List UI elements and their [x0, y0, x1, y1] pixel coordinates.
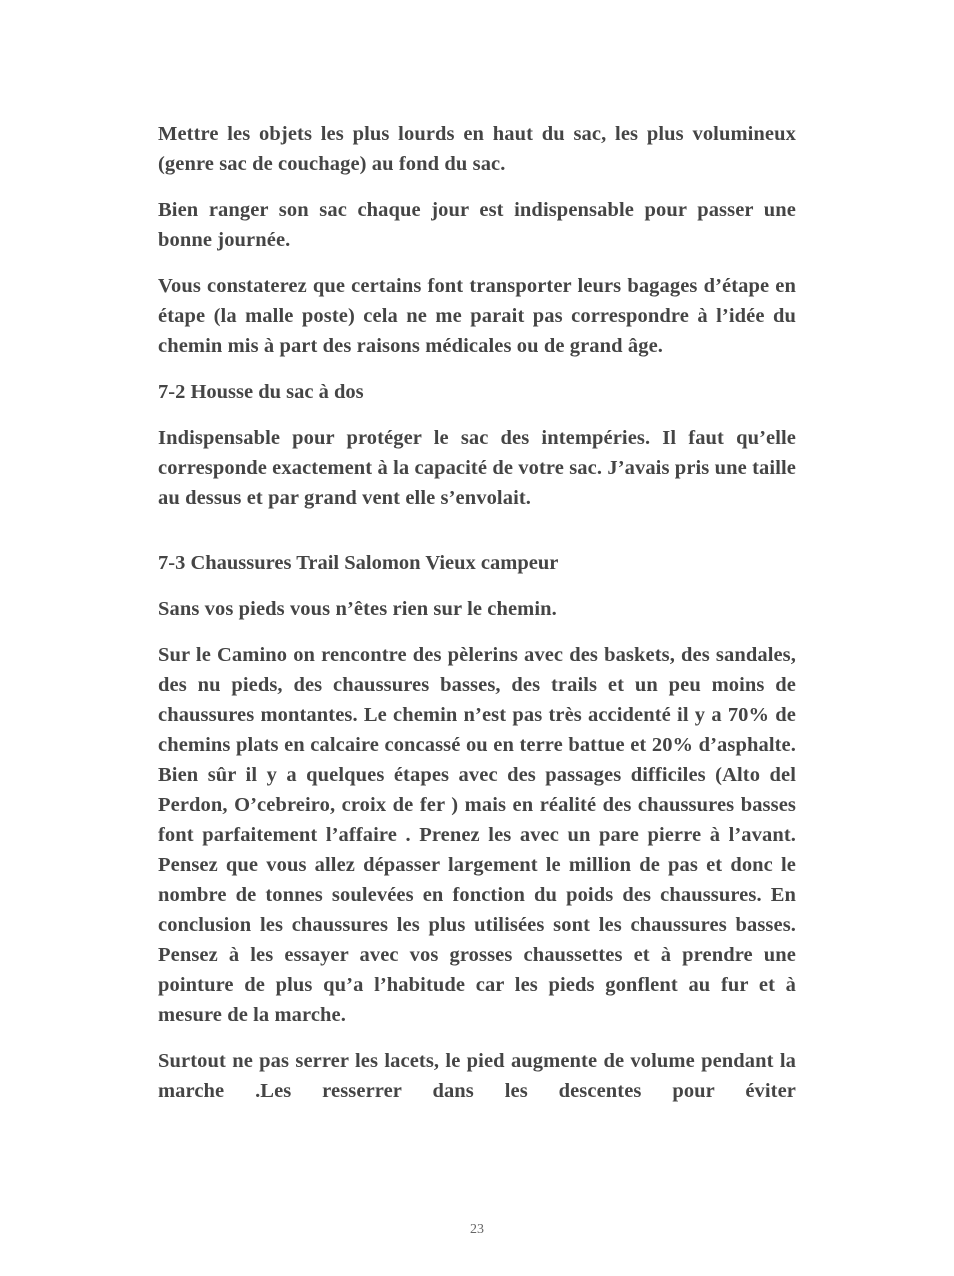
spacer [158, 529, 796, 548]
paragraph-rain-cover: Indispensable pour protéger le sac des intempéries. Il faut qu’elle corresponde exactement à la capacité de votre sac. J’avais pris une taille au dessus et par grand vent elle s’envolait. [158, 427, 796, 509]
paragraph-laces: Surtout ne pas serrer les lacets, le pied augmente de volume pendant la marche .Les resserrer dans les descentes pour éviter [158, 1050, 796, 1102]
page-number: 23 [470, 1222, 484, 1237]
paragraph-heavy-items: Mettre les objets les plus lourds en haut du sac, les plus volumineux (genre sac de couchage) au fond du sac. [158, 123, 796, 175]
paragraph-feet: Sans vos pieds vous n’êtes rien sur le chemin. [158, 598, 557, 620]
section-heading-7-3: 7-3 Chaussures Trail Salomon Vieux campeur [158, 552, 559, 574]
paragraph-shoes: Sur le Camino on rencontre des pèlerins avec des baskets, des sandales, des nu pieds, des chaussures basses, des trails et un peu moins de chaussures montantes. Le chemin n’est pas très accidenté il y a 70% de chemins plats en calcaire concassé ou en terre battue et 20% d’asphalte. Bien sûr il y a quelques étapes avec des passages difficiles (Alto del Perdon, O’cebreiro, croix de fer ) mais en réalité des chaussures basses font parfaitement l’affaire . Prenez les avec un pare pierre à l’avant. Pensez que vous allez dépasser largement le million de pas et donc le nombre de tonnes soulevées en fonction du poids des chaussures. En conclusion les chaussures les plus utilisées sont les chaussures basses. Pensez à les essayer avec vos grosses chaussettes et à prendre une pointure de plus qu’a l’habitude car les pieds gonflent au fur et à mesure de la marche. [158, 644, 796, 1026]
paragraph-luggage-transport: Vous constaterez que certains font transporter leurs bagages d’étape en étape (la malle poste) cela ne me parait pas correspondre à l’idée du chemin mis à part des raisons médicales ou de grand âge. [158, 275, 796, 357]
paragraph-pack-daily: Bien ranger son sac chaque jour est indispensable pour passer une bonne journée. [158, 199, 796, 251]
section-heading-7-2: 7-2 Housse du sac à dos [158, 381, 364, 403]
document-page [158, 119, 796, 1122]
